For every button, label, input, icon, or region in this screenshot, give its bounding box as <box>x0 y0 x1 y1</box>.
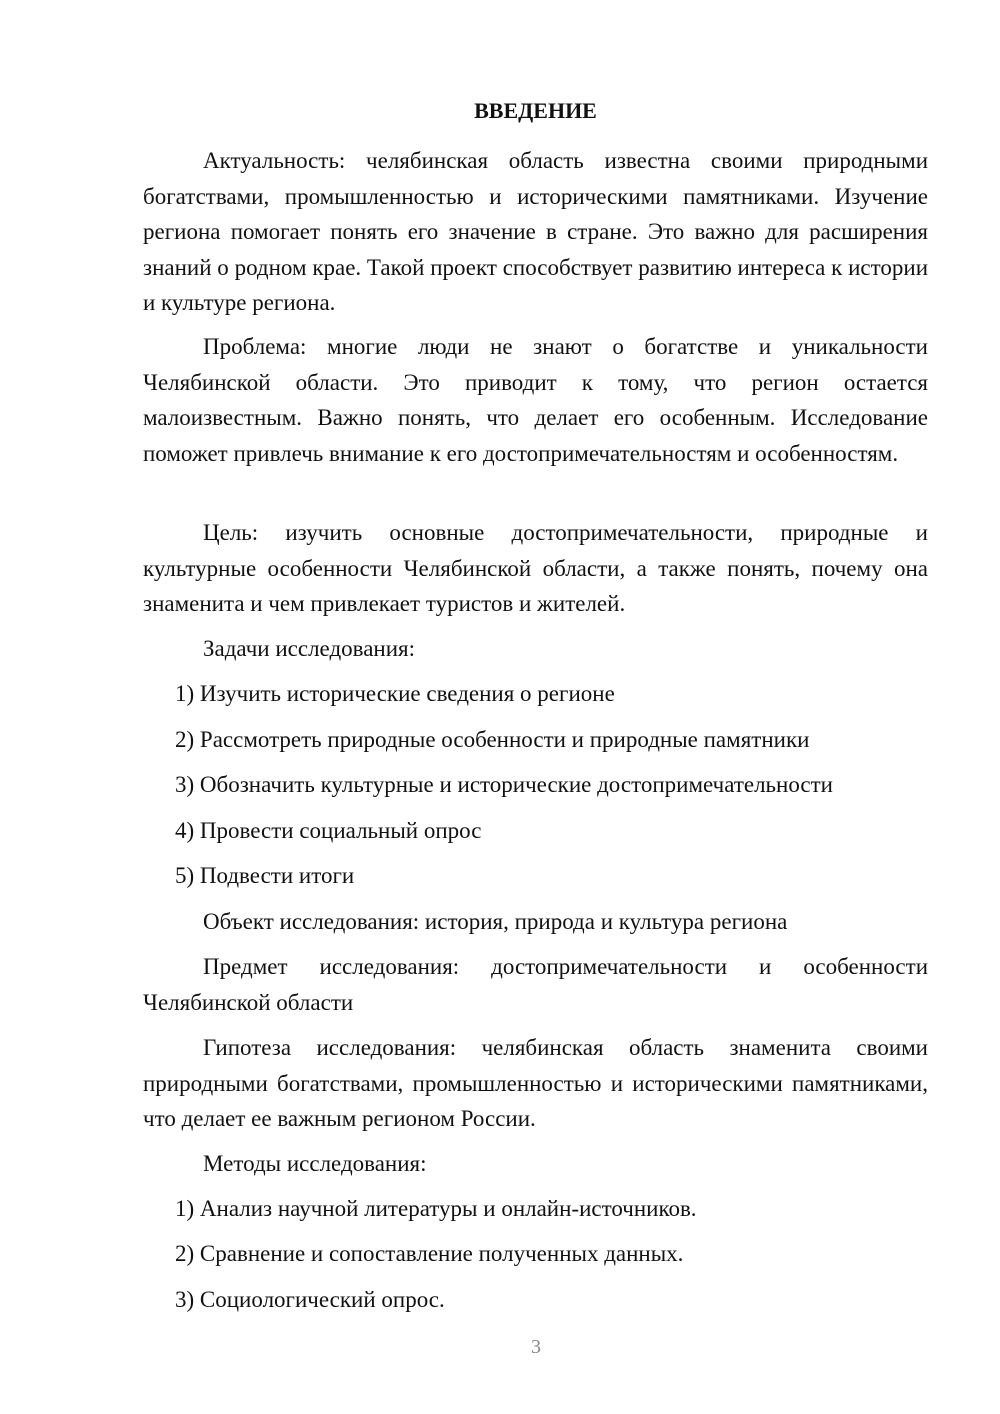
task-item-2: 2) Рассмотреть природные особенности и природные памятники <box>175 727 810 752</box>
relevance-paragraph: Актуальность: челябинская область известна своими природными богатствами, промышленностью и историческими памятниками. Изучение региона помогает понять его значение в стране. Это важно для расширения знаний о родном крае. Такой проект способствует развитию интереса к истории и культуре региона. <box>143 148 928 315</box>
section-title: ВВЕДЕНИЕ <box>474 98 597 123</box>
task-item-5: 5) Подвести итоги <box>175 863 355 888</box>
task-item-3: 3) Обозначить культурные и исторические достопримечательности <box>175 772 833 797</box>
page-number: 3 <box>531 1336 541 1358</box>
method-item-1: 1) Анализ научной литературы и онлайн-источников. <box>175 1196 697 1221</box>
method-item-3: 3) Социологический опрос. <box>175 1287 445 1312</box>
tasks-heading: Задачи исследования: <box>203 636 416 661</box>
task-item-4: 4) Провести социальный опрос <box>175 818 482 843</box>
goal-paragraph: Цель: изучить основные достопримечательности, природные и культурные особенности Челябинской области, а также понять, почему она знаменита и чем привлекает туристов и жителей. <box>143 520 928 616</box>
hypothesis-paragraph: Гипотеза исследования: челябинская область знаменита своими природными богатствами, промышленностью и историческими памятниками, что делает ее важным регионом России. <box>143 1035 928 1131</box>
problem-paragraph: Проблема: многие люди не знают о богатстве и уникальности Челябинской области. Это приводит к тому, что регион остается малоизвестным. Важно понять, что делает его особенным. Исследование поможет привлечь внимание к его достопримечательностям и особенностям. <box>143 334 928 466</box>
task-item-1: 1) Изучить исторические сведения о регионе <box>175 681 615 706</box>
methods-heading: Методы исследования: <box>203 1151 427 1176</box>
method-item-2: 2) Сравнение и сопоставление полученных данных. <box>175 1241 684 1266</box>
research-object: Объект исследования: история, природа и культура региона <box>203 909 788 934</box>
research-subject-paragraph: Предмет исследования: достопримечательности и особенности Челябинской области <box>143 954 928 1015</box>
